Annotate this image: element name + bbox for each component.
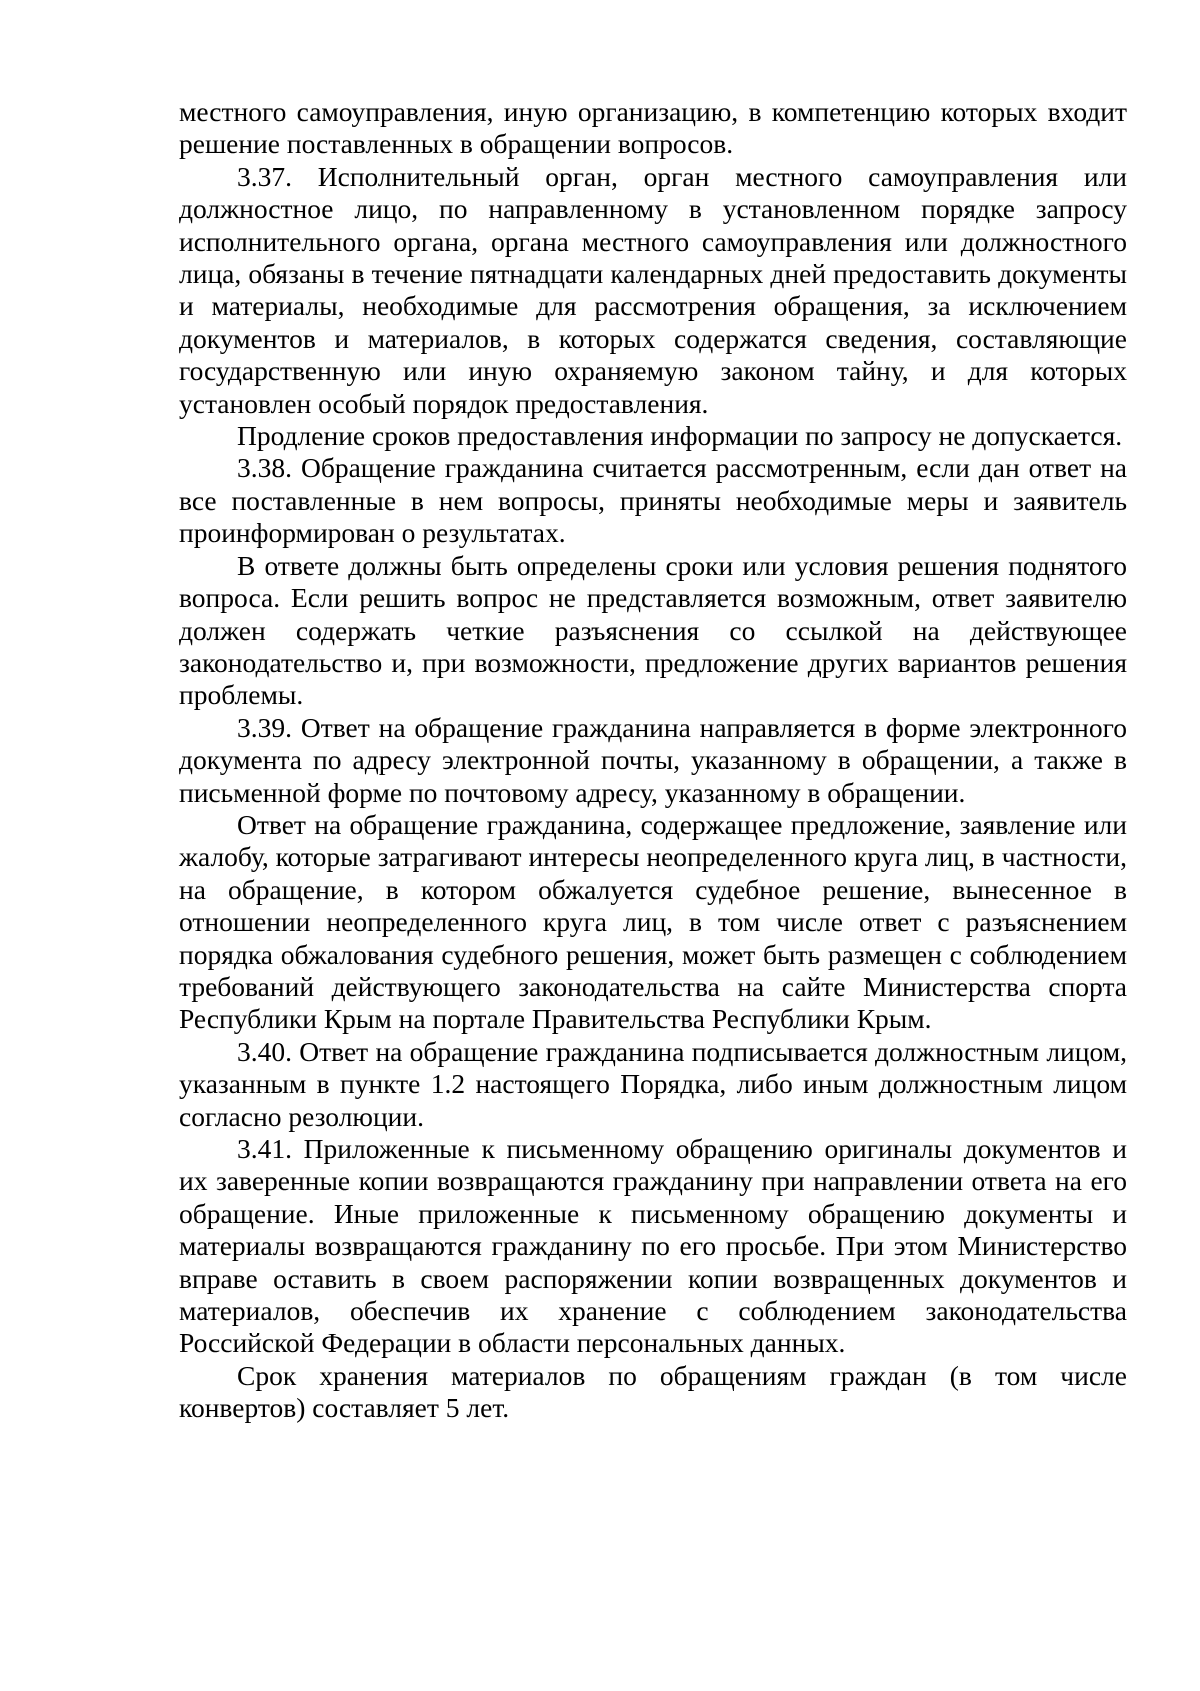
document-page (179, 96, 1127, 1425)
paragraph-3-39: 3.39. Ответ на обращение гражданина направляется в форме электронного документа по адресу электронной почты, указанному в обращении, а также в письменной форме по почтовому адресу, указанному в обращении. (179, 711, 1127, 808)
paragraph-extension-terms: Продление сроков предоставления информации по запросу не допускается. (237, 420, 1123, 452)
paragraph-3-40: 3.40. Ответ на обращение гражданина подписывается должностным лицом, указанным в пункте 1.2 настоящего Порядка, либо иным должностным лицом согласно резолюции. (179, 1035, 1127, 1132)
paragraph-3-38: 3.38. Обращение гражданина считается рассмотренным, если дан ответ на все поставленные в нем вопросы, приняты необходимые меры и заявитель проинформирован о результатах. (179, 452, 1127, 549)
paragraph-answer-publication: Ответ на обращение гражданина, содержащее предложение, заявление или жалобу, которые затрагивают интересы неопределенного круга лиц, в частности, на обращение, в котором обжалуется судебное решение, вынесенное в отношении неопределенного круга лиц, в том числе ответ с разъяснением порядка обжалования судебного решения, может быть размещен с соблюдением требований действующего законодательства на сайте Министерства спорта Республики Крым на портале Правительства Республики Крым. (179, 808, 1127, 1035)
paragraph-storage-term: Срок хранения материалов по обращениям граждан (в том числе конвертов) составляет 5 лет. (179, 1359, 1127, 1424)
paragraph-answer-terms: В ответе должны быть определены сроки или условия решения поднятого вопроса. Если решить вопрос не представляется возможным, ответ заявителю должен содержать четкие разъяснения со ссылкой на действующее законодательство и, при возможности, предложение других вариантов решения проблемы. (179, 549, 1127, 711)
paragraph-3-37: 3.37. Исполнительный орган, орган местного самоуправления или должностное лицо, по направленному в установленном порядке запросу исполнительного органа, органа местного самоуправления или должностного лица, обязаны в течение пятнадцати календарных дней предоставить документы и материалы, необходимые для рассмотрения обращения, за исключением документов и материалов, в которых содержатся сведения, составляющие государственную или иную охраняемую законом тайну, и для которых установлен особый порядок предоставления. (179, 160, 1127, 419)
paragraph-continuation: местного самоуправления, иную организацию, в компетенцию которых входит решение поставленных в обращении вопросов. (179, 96, 1127, 160)
paragraph-3-41: 3.41. Приложенные к письменному обращению оригиналы документов и их заверенные копии возвращаются гражданину при направлении ответа на его обращение. Иные приложенные к письменному обращению документы и материалы возвращаются гражданину по его просьбе. При этом Министерство вправе оставить в своем распоряжении копии возвращенных документов и материалов, обеспечив их хранение с соблюдением законодательства Российской Федерации в области персональных данных. (179, 1133, 1127, 1359)
